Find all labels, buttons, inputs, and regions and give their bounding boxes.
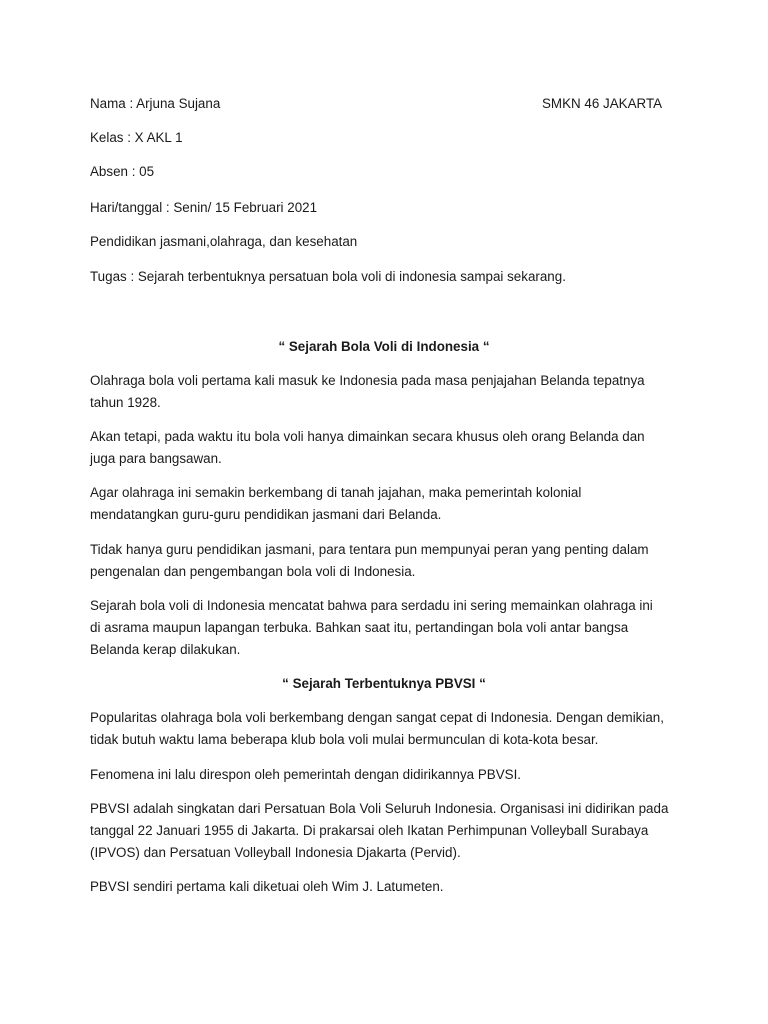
paragraph — [90, 764, 690, 786]
paragraph-line: PBVSI sendiri pertama kali diketuai oleh Wim J. Latumeten. — [90, 879, 444, 894]
section-1-title: “ Sejarah Bola Voli di Indonesia “ — [278, 339, 490, 354]
paragraph-line: juga para bangsawan. — [90, 451, 222, 466]
paragraph — [90, 876, 690, 898]
paragraph-line: mendatangkan guru-guru pendidikan jasmani dari Belanda. — [90, 507, 442, 522]
paragraph — [90, 798, 690, 864]
paragraph-line: Akan tetapi, pada waktu itu bola voli hanya dimainkan secara khusus oleh orang Belanda dan — [90, 429, 645, 444]
paragraph-line: (IPVOS) dan Persatuan Volleyball Indonesia Djakarta (Pervid). — [90, 845, 461, 860]
paragraph — [90, 595, 690, 661]
paragraph-line: di asrama maupun lapangan terbuka. Bahkan saat itu, pertandingan bola voli antar bangsa — [90, 620, 629, 635]
student-class: Kelas : X AKL 1 — [90, 130, 183, 145]
paragraph — [90, 482, 690, 526]
section-2-title: “ Sejarah Terbentuknya PBVSI “ — [282, 676, 486, 691]
paragraph-line: pengenalan dan pengembangan bola voli di Indonesia. — [90, 564, 416, 579]
paragraph-line: tanggal 22 Januari 1955 di Jakarta. Di prakarsai oleh Ikatan Perhimpunan Volleyball Surabaya — [90, 823, 649, 838]
paragraph — [90, 426, 690, 470]
paragraph-line: Sejarah bola voli di Indonesia mencatat bahwa para serdadu ini sering memainkan olahraga ini — [90, 598, 653, 613]
paragraph — [90, 539, 690, 583]
subject-line: Pendidikan jasmani,olahraga, dan kesehatan — [90, 234, 358, 249]
paragraph-line: Fenomena ini lalu direspon oleh pemerintah dengan didirikannya PBVSI. — [90, 767, 522, 782]
date-line: Hari/tanggal : Senin/ 15 Februari 2021 — [90, 200, 318, 215]
paragraph-line: tahun 1928. — [90, 395, 161, 410]
paragraph — [90, 370, 690, 414]
school-name: SMKN 46 JAKARTA — [542, 96, 663, 111]
paragraph-line: Popularitas olahraga bola voli berkembang dengan sangat cepat di Indonesia. Dengan demikian, — [90, 710, 664, 725]
paragraph-line: Olahraga bola voli pertama kali masuk ke Indonesia pada masa penjajahan Belanda tepatnya — [90, 373, 645, 388]
student-name: Nama : Arjuna Sujana — [90, 96, 221, 111]
paragraph-line: tidak butuh waktu lama beberapa klub bola voli mulai bermunculan di kota-kota besar. — [90, 732, 599, 747]
student-number: Absen : 05 — [90, 164, 155, 179]
paragraph-line: Agar olahraga ini semakin berkembang di tanah jajahan, maka pemerintah kolonial — [90, 485, 582, 500]
assignment-line: Tugas : Sejarah terbentuknya persatuan bola voli di indonesia sampai sekarang. — [90, 269, 566, 284]
paragraph-line: Belanda kerap dilakukan. — [90, 642, 241, 657]
paragraph — [90, 707, 690, 751]
paragraph-line: PBVSI adalah singkatan dari Persatuan Bola Voli Seluruh Indonesia. Organisasi ini didirikan pada — [90, 801, 669, 816]
paragraph-line: Tidak hanya guru pendidikan jasmani, para tentara pun mempunyai peran yang penting dalam — [90, 542, 649, 557]
